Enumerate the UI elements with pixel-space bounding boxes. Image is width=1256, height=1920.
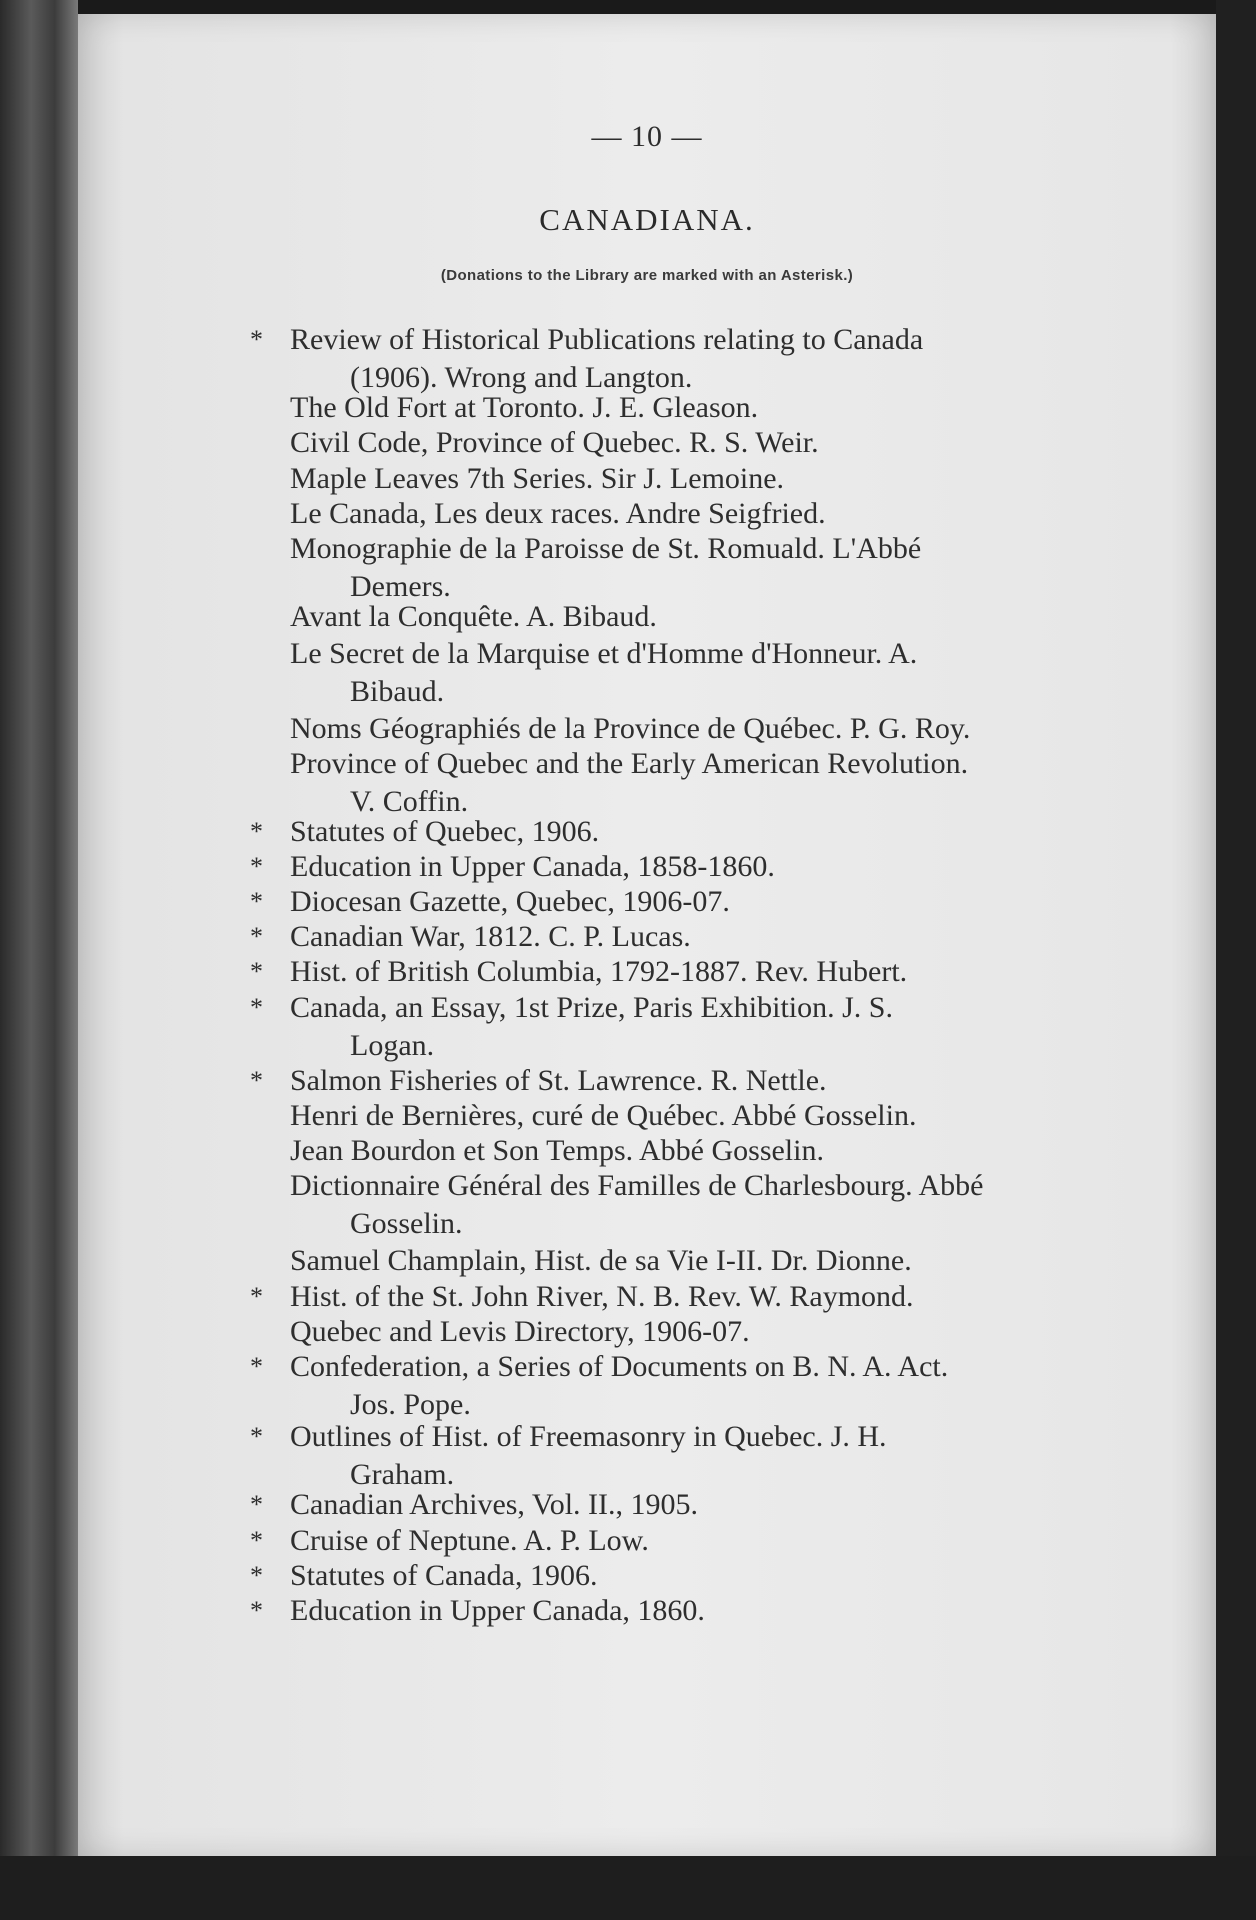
entry-text: Noms Géographiés de la Province de Québec. P. G. Roy. (290, 712, 971, 745)
entry-text: Education in Upper Canada, 1858-1860. (290, 850, 775, 883)
entry-text: Canadian Archives, Vol. II., 1905. (290, 1488, 699, 1521)
asterisk-marker: * (250, 1066, 263, 1095)
entry-continuation: Gosselin. (350, 1207, 463, 1240)
list-item (250, 918, 1208, 956)
entry-text: Avant la Conquête. A. Bibaud. (290, 600, 657, 633)
entry-text: Confederation, a Series of Documents on B. N. A. Act. (290, 1350, 949, 1383)
list-item (250, 1348, 1208, 1424)
list-item (290, 1097, 1208, 1135)
entry-text: Statutes of Canada, 1906. (290, 1559, 598, 1592)
asterisk-marker: * (250, 1422, 263, 1451)
list-item (290, 1242, 1208, 1280)
asterisk-marker: * (250, 1282, 263, 1311)
asterisk-marker: * (250, 1561, 263, 1590)
entry-text: Monographie de la Paroisse de St. Romuald. L'Abbé (290, 532, 922, 565)
list-item (290, 1167, 1208, 1243)
entry-text: Outlines of Hist. of Freemasonry in Quebec. J. H. (290, 1420, 887, 1453)
entry-text: Statutes of Quebec, 1906. (290, 815, 600, 848)
entry-text: Maple Leaves 7th Series. Sir J. Lemoine. (290, 462, 785, 495)
entry-text: Province of Quebec and the Early American Revolution. (290, 747, 969, 780)
entry-text: Review of Historical Publications relating to Canada (290, 323, 924, 356)
list-item (290, 635, 1208, 711)
entry-text: Le Secret de la Marquise et d'Homme d'Honneur. A. (290, 637, 918, 670)
entry-continuation: V. Coffin. (350, 785, 469, 818)
list-item (290, 745, 1208, 821)
entry-text: Henri de Bernières, curé de Québec. Abbé Gosselin. (290, 1099, 917, 1132)
list-item (290, 495, 1208, 533)
list-item (250, 989, 1208, 1065)
list-item (250, 1592, 1208, 1630)
asterisk-marker: * (250, 993, 263, 1022)
entry-continuation: Graham. (350, 1458, 455, 1491)
entry-text: Dictionnaire Général des Familles de Charlesbourg. Abbé (290, 1169, 984, 1202)
list-item (250, 1278, 1208, 1316)
list-item (290, 710, 1208, 748)
list-item (250, 1486, 1208, 1524)
asterisk-marker: * (250, 325, 263, 354)
book-binding (0, 0, 78, 1920)
list-item (290, 389, 1208, 427)
bottom-margin-shadow (0, 1856, 1256, 1920)
entry-text: Civil Code, Province of Quebec. R. S. Weir. (290, 426, 819, 459)
entry-text: Cruise of Neptune. A. P. Low. (290, 1524, 649, 1557)
entry-text: Salmon Fisheries of St. Lawrence. R. Nettle. (290, 1064, 827, 1097)
entry-list (78, 14, 1216, 1856)
list-item (290, 598, 1208, 636)
asterisk-marker: * (250, 957, 263, 986)
list-item (250, 1418, 1208, 1494)
entry-text: Education in Upper Canada, 1860. (290, 1594, 705, 1627)
entry-continuation: (1906). Wrong and Langton. (350, 361, 693, 394)
entry-text: Hist. of the St. John River, N. B. Rev. W. Raymond. (290, 1280, 914, 1313)
entry-text: Quebec and Levis Directory, 1906-07. (290, 1315, 750, 1348)
asterisk-marker: * (250, 922, 263, 951)
list-item (250, 848, 1208, 886)
list-item (250, 1557, 1208, 1595)
asterisk-marker: * (250, 1352, 263, 1381)
entry-text: Le Canada, Les deux races. Andre Seigfried. (290, 497, 826, 530)
list-item (250, 1062, 1208, 1100)
entry-text: Canada, an Essay, 1st Prize, Paris Exhibition. J. S. (290, 991, 893, 1024)
list-item (290, 530, 1208, 606)
list-item (250, 883, 1208, 921)
section-title: CANADIANA. (539, 202, 755, 237)
book-page (78, 14, 1216, 1856)
list-item (290, 424, 1208, 462)
asterisk-note: (Donations to the Library are marked with an Asterisk.) (440, 267, 854, 284)
list-item (290, 1132, 1208, 1170)
entry-text: Canadian War, 1812. C. P. Lucas. (290, 920, 691, 953)
list-item (250, 321, 1208, 397)
entry-continuation: Demers. (350, 570, 451, 603)
entry-text: Hist. of British Columbia, 1792-1887. Rev. Hubert. (290, 955, 908, 988)
entry-continuation: Bibaud. (350, 675, 445, 708)
asterisk-marker: * (250, 852, 263, 881)
asterisk-marker: * (250, 1596, 263, 1625)
list-item (250, 953, 1208, 991)
entry-text: Jean Bourdon et Son Temps. Abbé Gosselin. (290, 1134, 824, 1167)
list-item (290, 1313, 1208, 1351)
list-item (250, 813, 1208, 851)
entry-text: The Old Fort at Toronto. J. E. Gleason. (290, 391, 759, 424)
asterisk-marker: * (250, 887, 263, 916)
list-item (290, 460, 1208, 498)
right-margin-shadow (1216, 0, 1256, 1920)
entry-continuation: Jos. Pope. (350, 1388, 471, 1421)
entry-text: Samuel Champlain, Hist. de sa Vie I-II. Dr. Dionne. (290, 1244, 912, 1277)
page-number: — 10 — (591, 120, 703, 153)
asterisk-marker: * (250, 1490, 263, 1519)
entry-text: Diocesan Gazette, Quebec, 1906-07. (290, 885, 730, 918)
entry-continuation: Logan. (350, 1029, 435, 1062)
list-item (250, 1522, 1208, 1560)
asterisk-marker: * (250, 817, 263, 846)
asterisk-marker: * (250, 1526, 263, 1555)
